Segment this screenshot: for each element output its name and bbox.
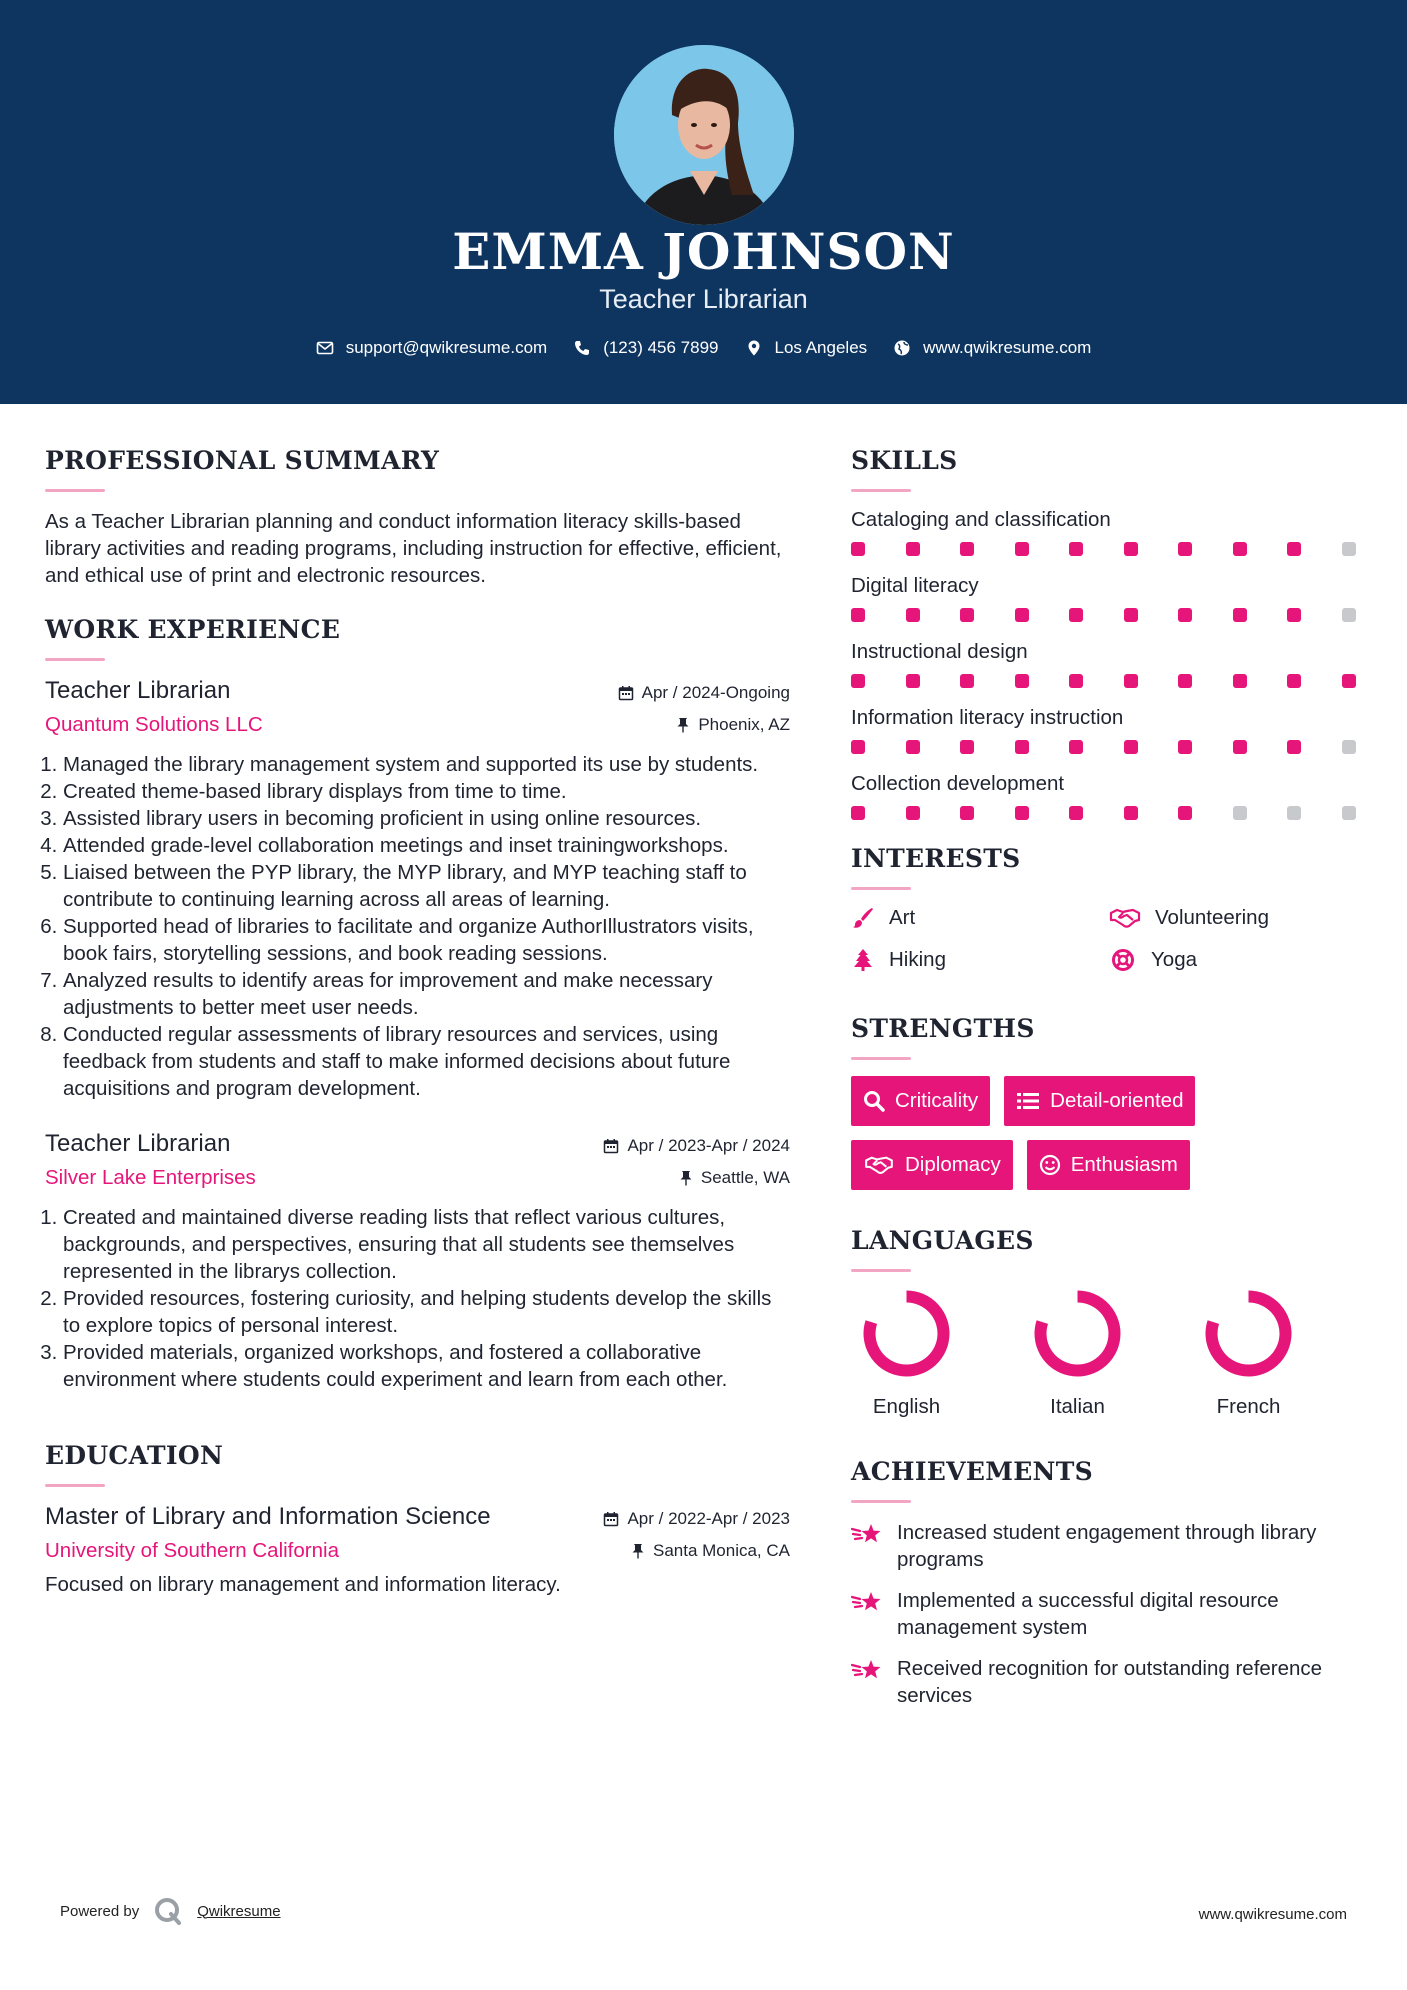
skill-item [851, 508, 1371, 556]
skill-item [851, 706, 1371, 754]
job-location-text: Seattle, WA [700, 1168, 790, 1187]
interest-item [1109, 906, 1349, 930]
rating-dot-filled [960, 608, 974, 622]
shooting-star-icon [851, 1589, 883, 1615]
language-level-arc [1041, 1297, 1115, 1371]
skills-list [851, 508, 1371, 820]
section-title: PROFESSIONAL SUMMARY [45, 446, 440, 475]
rating-dot-filled [906, 674, 920, 688]
languages-section [851, 1226, 1371, 1419]
rating-dot-empty [1342, 806, 1356, 820]
summary-section [45, 446, 790, 589]
section-title: WORK EXPERIENCE [45, 615, 341, 644]
pushpin-icon [676, 717, 690, 733]
pushpin-icon [679, 1170, 693, 1186]
footer-powered-by [60, 1896, 281, 1926]
rating-dot-filled [1069, 608, 1083, 622]
skill-name: Cataloging and classification [851, 508, 1111, 531]
rating-dot-empty [1342, 542, 1356, 556]
interests-section [851, 844, 1371, 972]
left-column [45, 446, 790, 1598]
rating-dot-filled [1233, 740, 1247, 754]
rating-dot-filled [906, 740, 920, 754]
achievement-item [851, 1587, 1351, 1641]
interest-item [1109, 948, 1349, 972]
rating-dot-filled [1287, 542, 1301, 556]
skill-name: Collection development [851, 772, 1065, 795]
language-label: Italian [1050, 1395, 1105, 1418]
language-ring [1203, 1288, 1294, 1379]
section-rule [851, 887, 911, 890]
rating-dot-filled [1124, 674, 1138, 688]
rating-dot-filled [1233, 674, 1247, 688]
section-rule [851, 1269, 911, 1272]
envelope-icon [316, 339, 334, 357]
section-title: STRENGTHS [851, 1014, 1035, 1043]
section-title: ACHIEVEMENTS [851, 1457, 1093, 1486]
job-date-text: Apr / 2023-Apr / 2024 [627, 1136, 790, 1155]
language-ring [861, 1288, 952, 1379]
achievements-section [851, 1457, 1371, 1709]
languages-list [861, 1288, 1371, 1419]
globe-icon [893, 339, 911, 357]
rating-dot-filled [1069, 542, 1083, 556]
strength-label: Diplomacy [905, 1153, 1001, 1176]
strength-badge [1004, 1076, 1195, 1126]
rating-dot-filled [1015, 674, 1029, 688]
education-note: Focused on library management and information literacy. [45, 1573, 561, 1596]
achievement-text: Implemented a successful digital resource management system [897, 1589, 1279, 1639]
education-location [631, 1541, 790, 1561]
calendar-icon [603, 1511, 619, 1527]
interest-item [851, 948, 1109, 972]
rating-dot-filled [851, 674, 865, 688]
skill-rating [851, 806, 1356, 820]
education-date [603, 1509, 790, 1529]
strengths-section [851, 1014, 1371, 1190]
map-pin-icon [745, 339, 763, 357]
job-company: Silver Lake Enterprises [45, 1166, 256, 1189]
rating-dot-filled [851, 740, 865, 754]
contact-location [745, 338, 868, 358]
rating-dot-filled [1124, 806, 1138, 820]
skill-item [851, 574, 1371, 622]
rating-dot-filled [1015, 608, 1029, 622]
phone-icon [573, 339, 591, 357]
handshake-icon [863, 1154, 895, 1176]
lifering-icon [1109, 948, 1137, 972]
job-bullets [45, 751, 790, 1102]
list-item: 1. Managed the library management system and supported its use by students. [63, 751, 790, 778]
experience-section [45, 615, 790, 1393]
rating-dot-filled [1178, 806, 1192, 820]
contact-bar [0, 338, 1407, 358]
school-name: University of Southern California [45, 1539, 339, 1562]
skill-rating [851, 542, 1356, 556]
portrait-image [614, 45, 794, 225]
language-level-arc [870, 1297, 944, 1371]
rating-dot-filled [1287, 674, 1301, 688]
strengths-list [851, 1076, 1371, 1190]
resume-header [0, 0, 1407, 404]
rating-dot-filled [851, 806, 865, 820]
list-item: 8. Conducted regular assessments of library resources and services, using feedback from students and staff to make informed decisions about future acquisitions and program development. [63, 1021, 790, 1102]
degree-title: Master of Library and Information Science [45, 1503, 491, 1530]
interest-label: Yoga [1151, 948, 1197, 971]
skills-section [851, 446, 1371, 820]
strength-label: Detail-oriented [1050, 1089, 1184, 1112]
rating-dot-filled [1233, 542, 1247, 556]
job-bullets [45, 1204, 790, 1393]
qwikresume-logo-icon [153, 1896, 183, 1926]
rating-dot-filled [1287, 740, 1301, 754]
skill-rating [851, 674, 1356, 688]
rating-dot-filled [1178, 542, 1192, 556]
strength-label: Enthusiasm [1070, 1153, 1178, 1176]
achievement-text: Received recognition for outstanding reference services [897, 1657, 1323, 1707]
section-rule [851, 1057, 911, 1060]
rating-dot-empty [1233, 806, 1247, 820]
job-company: Quantum Solutions LLC [45, 713, 263, 736]
rating-dot-filled [1178, 740, 1192, 754]
location-text: Los Angeles [774, 338, 868, 357]
rating-dot-filled [906, 806, 920, 820]
handshake-icon [1109, 906, 1141, 930]
interest-label: Art [889, 906, 916, 929]
skill-name: Instructional design [851, 640, 1028, 663]
powered-label: Powered by [60, 1902, 140, 1920]
rating-dot-filled [1233, 608, 1247, 622]
contact-website[interactable] [893, 338, 1091, 358]
rating-dot-filled [1015, 542, 1029, 556]
skill-rating [851, 740, 1356, 754]
section-rule [851, 1500, 911, 1503]
skill-rating [851, 608, 1356, 622]
shooting-star-icon [851, 1521, 883, 1547]
job-header [45, 677, 790, 741]
language-label: French [1216, 1395, 1281, 1418]
rating-dot-filled [960, 674, 974, 688]
language-label: English [872, 1395, 941, 1418]
job-header [45, 1130, 790, 1194]
job-entry [45, 1130, 790, 1393]
list-item: 2. Created theme-based library displays from time to time. [63, 778, 790, 805]
rating-dot-filled [906, 542, 920, 556]
skill-name: Information literacy instruction [851, 706, 1124, 729]
rating-dot-filled [1178, 674, 1192, 688]
language-item [1203, 1288, 1294, 1419]
brand-link[interactable]: Qwikresume [197, 1902, 281, 1920]
tree-icon [851, 948, 875, 972]
rating-dot-filled [1124, 542, 1138, 556]
interest-label: Volunteering [1155, 906, 1269, 929]
list-item: 5. Liaised between the PYP library, the MYP library, and MYP teaching staff to contribute to continuing learning across all areas of learning. [63, 859, 790, 913]
section-rule [45, 489, 105, 492]
achievement-item [851, 1655, 1351, 1709]
list-icon [1016, 1090, 1040, 1112]
rating-dot-filled [1069, 740, 1083, 754]
smile-icon [1039, 1154, 1061, 1176]
job-location [676, 715, 790, 735]
rating-dot-filled [960, 806, 974, 820]
rating-dot-filled [1069, 806, 1083, 820]
phone-text: (123) 456 7899 [603, 338, 719, 357]
section-title: INTERESTS [851, 844, 1021, 873]
website-text: www.qwikresume.com [923, 338, 1092, 357]
rating-dot-filled [1124, 608, 1138, 622]
profile-photo [614, 45, 794, 225]
language-level-arc [1212, 1297, 1286, 1371]
section-title: LANGUAGES [851, 1226, 1034, 1255]
education-header [45, 1503, 790, 1567]
rating-dot-filled [1069, 674, 1083, 688]
interests-grid [851, 906, 1371, 972]
list-item: 2. Provided resources, fostering curiosity, and helping students develop the skills to explore topics of personal interest. [63, 1285, 790, 1339]
list-item: 4. Attended grade-level collaboration meetings and inset trainingworkshops. [63, 832, 790, 859]
paintbrush-icon [851, 906, 875, 930]
rating-dot-empty [1342, 608, 1356, 622]
strength-badge [851, 1140, 1013, 1190]
job-title: Teacher Librarian [45, 677, 231, 704]
strength-badge [1027, 1140, 1190, 1190]
skill-name: Digital literacy [851, 574, 979, 597]
job-location-text: Phoenix, AZ [698, 715, 790, 734]
interest-item [851, 906, 1109, 930]
rating-dot-filled [1287, 608, 1301, 622]
pushpin-icon [631, 1543, 645, 1559]
education-section [45, 1441, 790, 1598]
job-entry [45, 677, 790, 1102]
list-item: 1. Created and maintained diverse reading lists that reflect various cultures, backgrounds, and perspectives, ensuring that all students see themselves represented in the librarys collection. [63, 1204, 790, 1285]
job-location [679, 1168, 790, 1188]
summary-text: As a Teacher Librarian planning and conduct information literacy skills-based library activities and reading programs, including instruction for effective, efficient, and ethical use of print and electronic resources. [45, 510, 782, 587]
achievement-text: Increased student engagement through library programs [897, 1521, 1317, 1571]
rating-dot-filled [1342, 674, 1356, 688]
candidate-role: Teacher Librarian [599, 284, 808, 314]
rating-dot-filled [1124, 740, 1138, 754]
email-text: support@qwikresume.com [345, 338, 548, 357]
contact-email[interactable] [316, 338, 548, 358]
education-location-text: Santa Monica, CA [652, 1541, 790, 1560]
language-item [861, 1288, 952, 1419]
job-date [603, 1136, 790, 1156]
achievement-item [851, 1519, 1351, 1573]
job-date-text: Apr / 2024-Ongoing [641, 683, 790, 702]
search-icon [863, 1090, 885, 1112]
list-item: 6. Supported head of libraries to facilitate and organize AuthorIllustrators visits, book fairs, storytelling sessions, and book reading sessions. [63, 913, 790, 967]
skill-item [851, 772, 1371, 820]
language-item [1032, 1288, 1123, 1419]
strength-badge [851, 1076, 990, 1126]
section-rule [45, 1484, 105, 1487]
strength-label: Criticality [895, 1089, 979, 1112]
right-column [851, 446, 1371, 1723]
education-date-text: Apr / 2022-Apr / 2023 [627, 1509, 790, 1528]
rating-dot-filled [906, 608, 920, 622]
section-rule [851, 489, 911, 492]
rating-dot-filled [851, 542, 865, 556]
shooting-star-icon [851, 1657, 883, 1683]
rating-dot-empty [1287, 806, 1301, 820]
interest-label: Hiking [889, 948, 946, 971]
list-item: 3. Assisted library users in becoming proficient in using online resources. [63, 805, 790, 832]
rating-dot-filled [1015, 740, 1029, 754]
contact-phone[interactable] [573, 338, 718, 358]
list-item: 7. Analyzed results to identify areas for improvement and make necessary adjustments to better meet user needs. [63, 967, 790, 1021]
rating-dot-filled [1178, 608, 1192, 622]
rating-dot-empty [1342, 740, 1356, 754]
section-title: EDUCATION [45, 1441, 224, 1470]
rating-dot-filled [1015, 806, 1029, 820]
section-rule [45, 658, 105, 661]
skill-item [851, 640, 1371, 688]
job-date [618, 683, 790, 703]
job-title: Teacher Librarian [45, 1130, 231, 1157]
language-ring [1032, 1288, 1123, 1379]
list-item: 3. Provided materials, organized workshops, and fostered a collaborative environment where students could experiment and learn from each other. [63, 1339, 790, 1393]
rating-dot-filled [960, 542, 974, 556]
calendar-icon [603, 1138, 619, 1154]
calendar-icon [618, 685, 634, 701]
footer-website[interactable]: www.qwikresume.com [1198, 1906, 1347, 1923]
section-title: SKILLS [851, 446, 958, 475]
rating-dot-filled [960, 740, 974, 754]
candidate-name: EMMA JOHNSON [452, 222, 955, 281]
rating-dot-filled [851, 608, 865, 622]
